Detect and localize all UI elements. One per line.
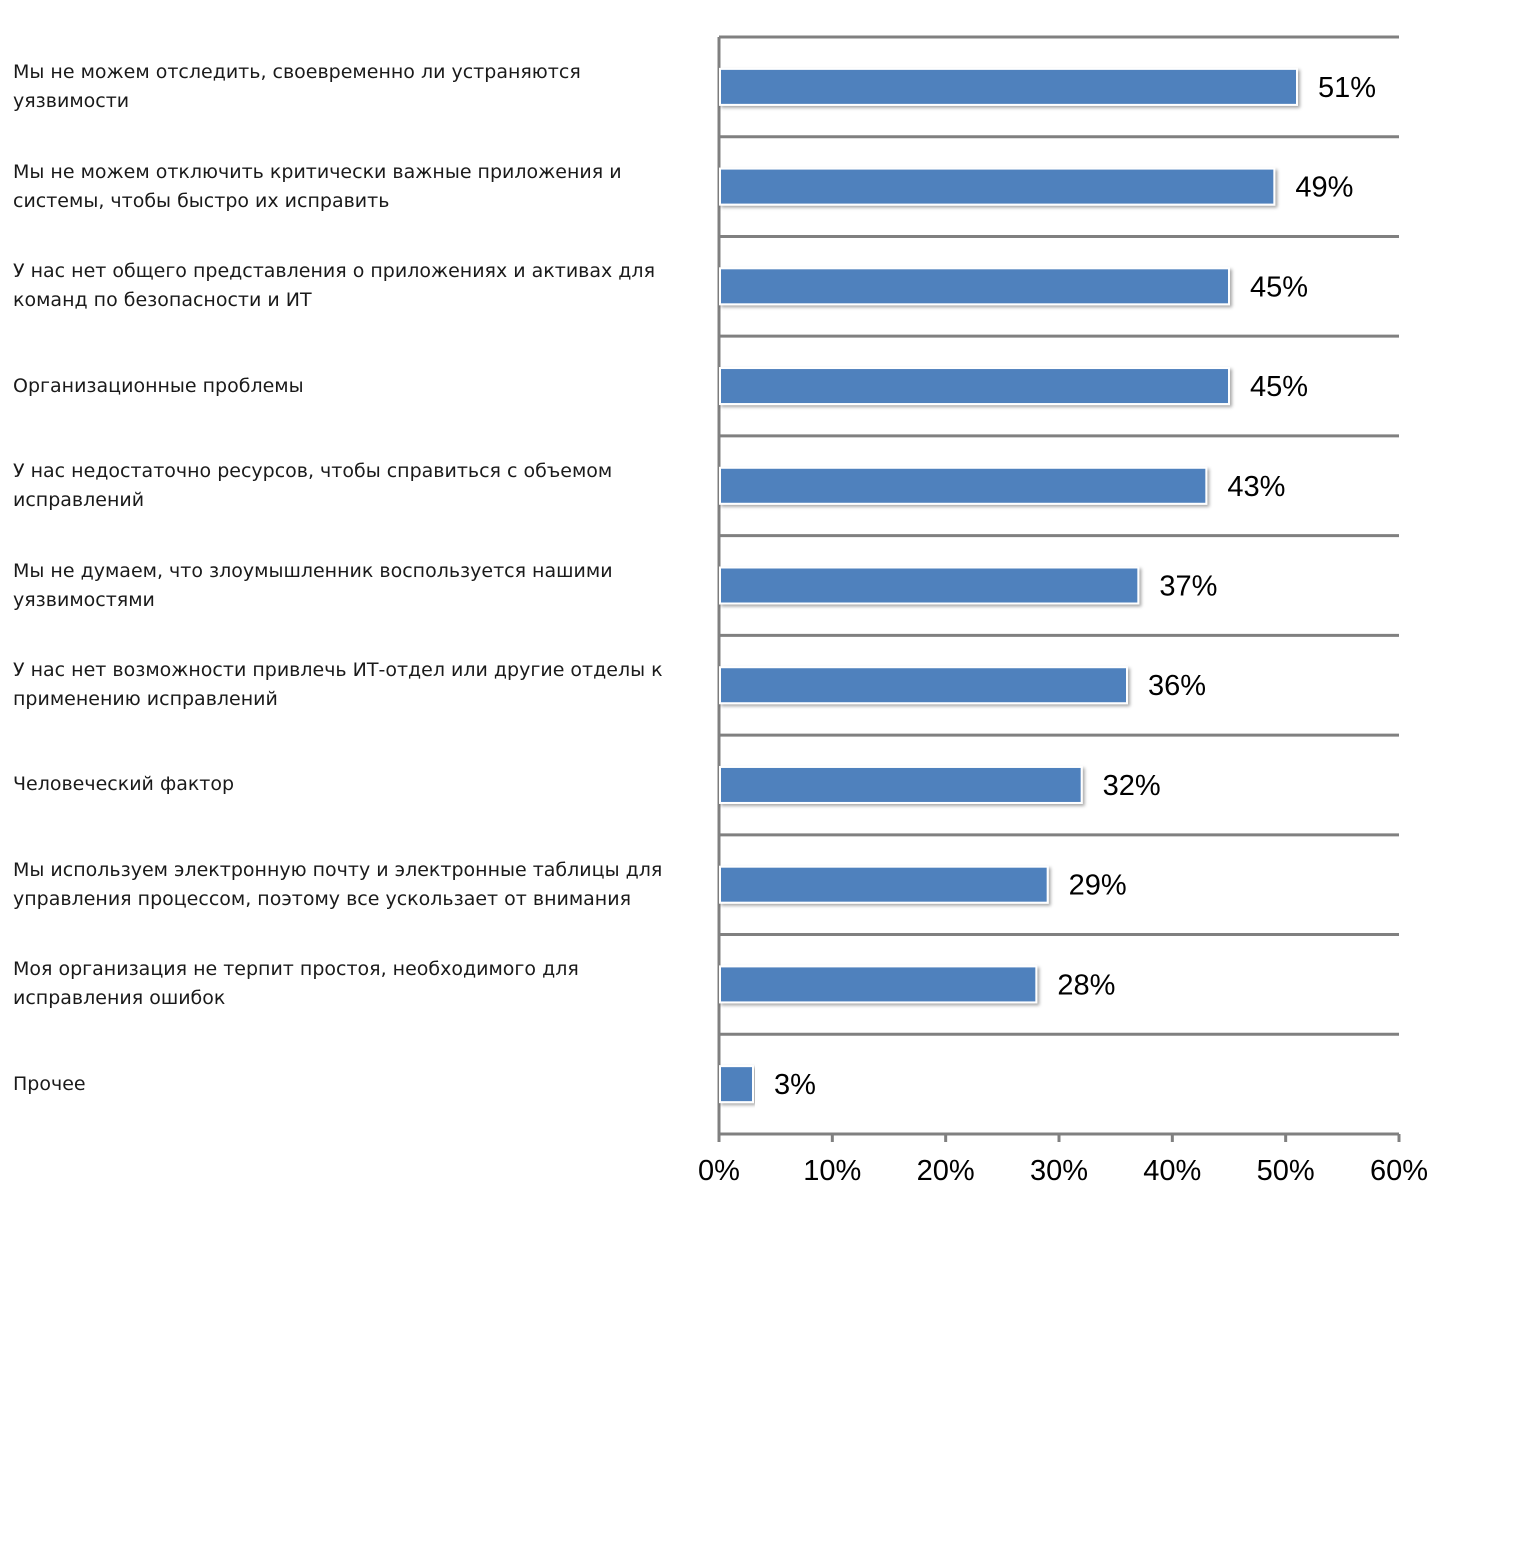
category-label-text: Человеческий фактор xyxy=(13,773,235,796)
x-tick-label: 40% xyxy=(1143,1155,1202,1187)
x-tick-label: 60% xyxy=(1369,1155,1429,1187)
category-label-text: У нас нет общего представления о приложениях и активах для команд по безопасности и ИТ xyxy=(13,260,656,312)
bar-value-label: 43% xyxy=(1227,470,1286,503)
category-label-text: Мы используем электронную почту и электронные таблицы для управления процессом, поэтому все ускользает от внимания xyxy=(13,858,663,910)
category-label-text: Прочее xyxy=(13,1072,86,1095)
bar-value-label: 28% xyxy=(1057,969,1116,1002)
bar xyxy=(720,268,1229,304)
bar-value-label: 3% xyxy=(774,1069,816,1102)
bar xyxy=(720,368,1229,404)
bar xyxy=(720,667,1127,703)
bar xyxy=(720,767,1082,803)
x-tick-label: 0% xyxy=(698,1155,740,1187)
category-label-text: Моя организация не терпит простоя, необходимого для исправления ошибок xyxy=(13,958,579,1010)
bar xyxy=(720,169,1274,205)
bar-value-label: 45% xyxy=(1250,271,1309,304)
bar xyxy=(720,867,1048,903)
x-tick-label: 30% xyxy=(1029,1155,1089,1187)
category-label-text: У нас нет возможности привлечь ИТ-отдел или другие отделы к применению исправлений xyxy=(13,659,663,711)
category-label-text: У нас недостаточно ресурсов, чтобы справиться с объемом исправлений xyxy=(13,459,613,511)
x-tick-label: 20% xyxy=(916,1155,975,1187)
bar-value-label: 49% xyxy=(1295,171,1354,204)
category-label-text: Мы не можем отключить критически важные приложения и системы, чтобы быстро их исправить xyxy=(13,160,622,212)
category-label-text: Мы не можем отследить, своевременно ли устраняются уязвимости xyxy=(13,60,581,112)
bar xyxy=(720,568,1138,604)
bar xyxy=(720,966,1036,1002)
bar-value-label: 37% xyxy=(1159,570,1218,603)
x-tick-label: 50% xyxy=(1256,1155,1315,1187)
bar-value-label: 32% xyxy=(1102,769,1161,802)
x-tick-label: 10% xyxy=(803,1155,862,1187)
bar xyxy=(720,468,1206,504)
category-label-text: Организационные проблемы xyxy=(13,374,304,397)
bar-value-label: 29% xyxy=(1068,869,1127,902)
bar-value-label: 51% xyxy=(1318,71,1377,104)
bar-value-label: 36% xyxy=(1148,670,1207,703)
bar xyxy=(720,1066,753,1102)
category-label-text: Мы не думаем, что злоумышленник воспользуется нашими уязвимостями xyxy=(13,559,613,611)
bar xyxy=(720,69,1297,105)
bar-value-label: 45% xyxy=(1250,371,1309,404)
